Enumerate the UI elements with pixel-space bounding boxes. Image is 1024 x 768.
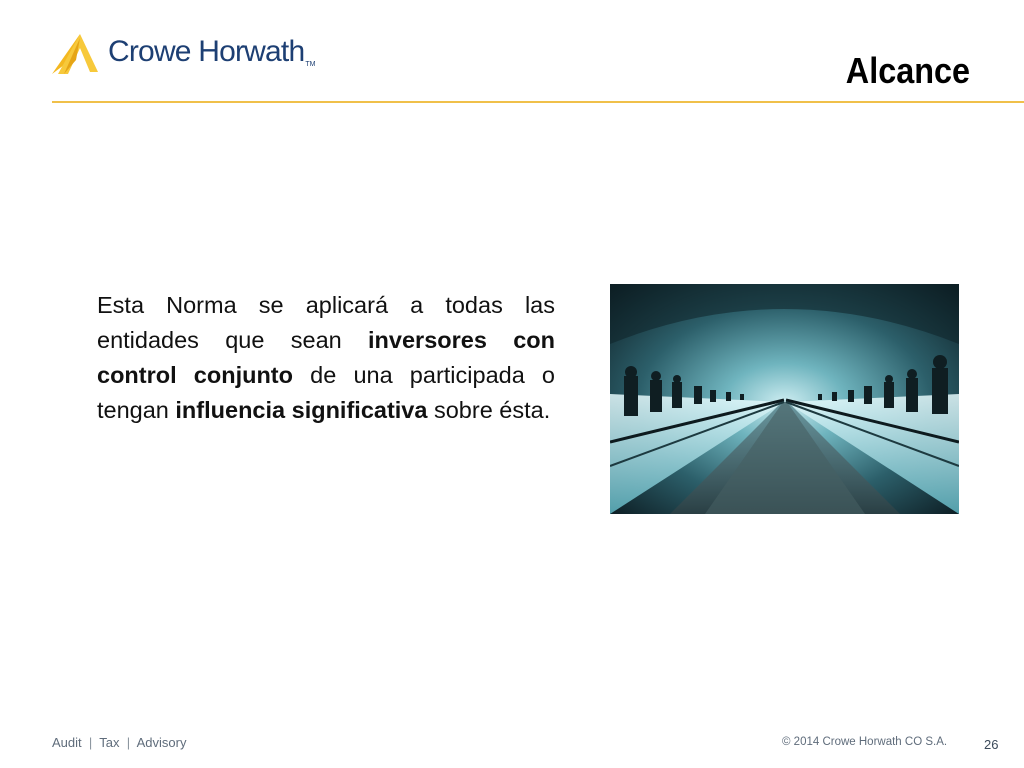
footer-service-advisory: Advisory (136, 735, 187, 750)
brand-name: Crowe Horwath (108, 35, 305, 68)
crowe-horwath-logo-icon (50, 32, 100, 76)
body-text-segment: Esta Norma se aplicará a todas las entidades que sean (97, 292, 555, 353)
moving-walkway-photo (610, 284, 959, 514)
header-divider (52, 101, 1024, 103)
slide-title: Alcance (845, 50, 970, 91)
body-text-emphasis: influencia significativa (175, 397, 428, 423)
page-number: 26 (984, 737, 999, 752)
crowe-horwath-logo (50, 32, 315, 76)
footer-service-audit: Audit (52, 735, 82, 750)
slide-body-text (97, 288, 555, 428)
trademark-mark: TM (305, 60, 316, 68)
footer-copyright: © 2014 Crowe Horwath CO S.A. (782, 736, 948, 748)
footer-services (52, 735, 187, 750)
footer-separator: | (88, 735, 93, 750)
footer-service-tax: Tax (99, 735, 120, 750)
body-text-segment: sobre ésta. (427, 397, 551, 423)
body-text-emphasis: inversores con control conjunto (97, 327, 555, 388)
body-text-segment: de una participada o tengan (97, 362, 555, 423)
footer-separator: | (126, 735, 131, 750)
